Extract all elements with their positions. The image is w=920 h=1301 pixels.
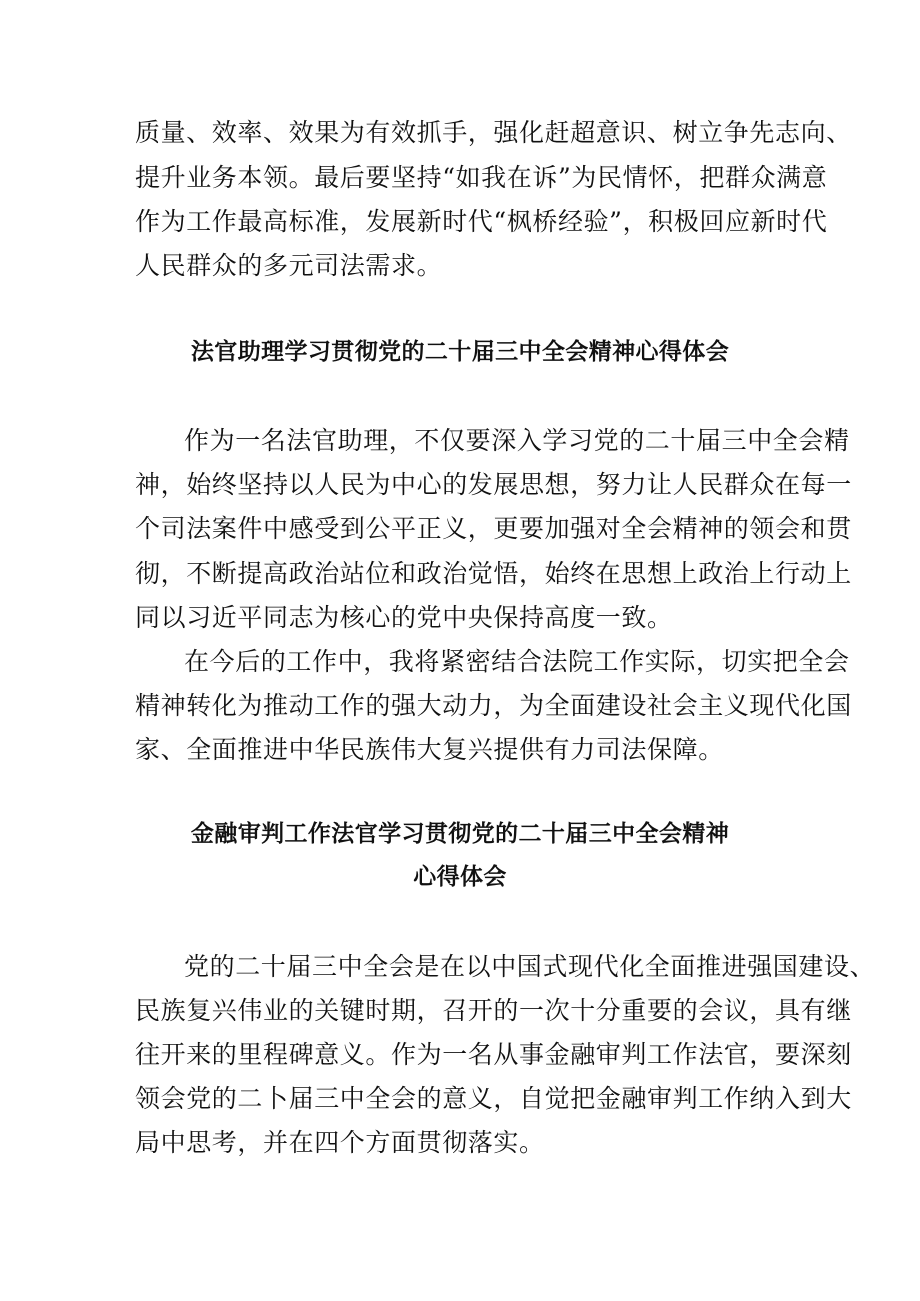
text-line: 彻，不断提高政治站位和政治觉悟，始终在思想上政治上行动上 (135, 559, 852, 588)
text-line: 作为一名法官助理，不仅要深入学习党的二十届三中全会精 (184, 426, 850, 455)
text-line: 作为工作最高标准，发展新时代“枫桥经验”，积极回应新时代 (135, 207, 828, 236)
text-line: 同以习近平同志为核心的党中央保持高度一致。 (135, 603, 673, 632)
text-line: 局中思考，并在四个方面贯彻落实。 (135, 1128, 545, 1157)
text-line: 个司法案件中感受到公平正义，更要加强对全会精神的领会和贯 (135, 514, 852, 543)
text-line: 神，始终坚持以人民为中心的发展思想，努力让人民群众在每一 (135, 470, 852, 499)
text-line: 在今后的工作中，我将紧密结合法院工作实际，切实把全会 (184, 647, 850, 676)
section-2-title-line-2: 心得体会 (413, 864, 507, 890)
section-1-title: 法官助理学习贯彻党的二十届三中全会精神心得体会 (190, 339, 730, 365)
text-line: 往开来的里程碑意义。作为一名从事金融审判工作法官，要深刻 (135, 1040, 852, 1069)
section-2-title-line-1: 金融审判工作法官学习贯彻党的二十届三中全会精神 (190, 821, 730, 847)
text-line: 家、全面推进中华民族伟大复兴提供有力司法保障。 (135, 735, 724, 764)
text-line: 质量、效率、效果为有效抓手，强化赶超意识、树立争先志向、 (135, 118, 852, 147)
text-line: 党的二十届三中全会是在以中国式现代化全面推进强国建设、 (184, 952, 876, 981)
text-line: 精神转化为推动工作的强大动力，为全面建设社会主义现代化国 (135, 691, 852, 720)
text-line: 领会党的二卜届三中全会的意义，自觉把金融审判工作纳入到大 (135, 1084, 852, 1113)
text-line: 提升业务本领。最后要坚持“如我在诉”为民情怀，把群众满意 (135, 163, 828, 192)
text-line: 民族复兴伟业的关键时期，召开的一次十分重要的会议，具有继 (135, 996, 852, 1025)
text-line: 人民群众的多元司法需求。 (135, 251, 443, 280)
